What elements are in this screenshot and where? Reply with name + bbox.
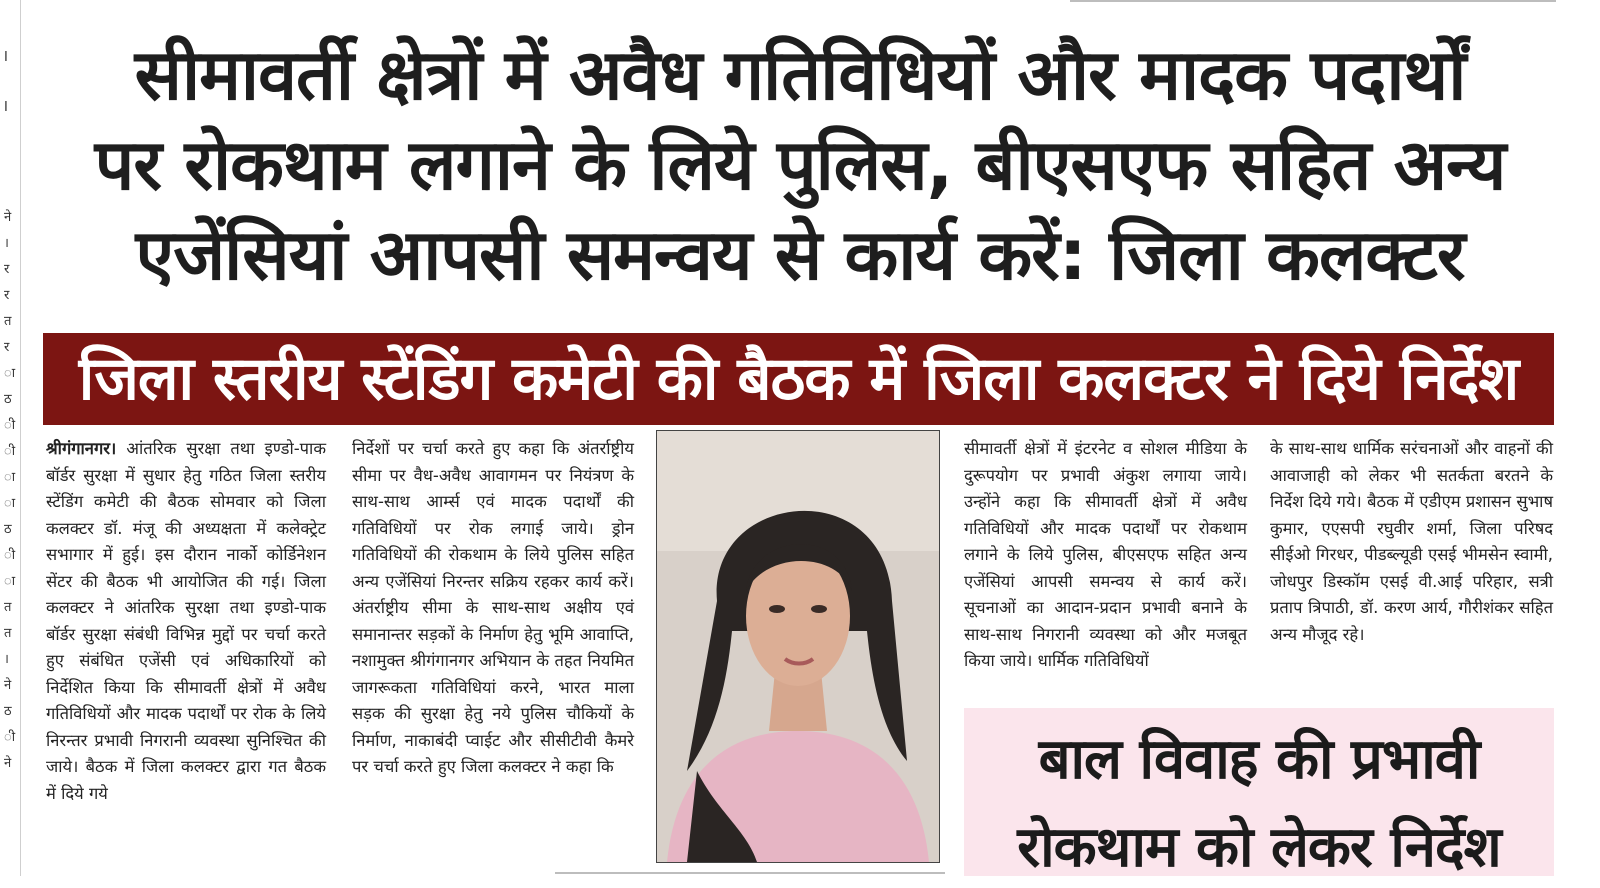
strip-glyph: ठ xyxy=(4,392,12,407)
subheadline-text: जिला स्तरीय स्टेंडिंग कमेटी की बैठक में जिला कलक्टर ने दिये निर्देश xyxy=(78,344,1519,414)
strip-glyph: ठ xyxy=(4,522,12,537)
strip-glyph: I xyxy=(4,50,8,65)
strip-glyph: ठ xyxy=(4,704,12,719)
strip-glyph: र xyxy=(4,340,10,355)
article-column-4 xyxy=(1270,436,1553,648)
article-column-1 xyxy=(46,436,326,807)
adjacent-column-strip xyxy=(0,0,21,876)
strip-glyph: ा xyxy=(4,574,16,589)
subheadline-band xyxy=(43,333,1554,425)
dateline: श्रीगंगानगर। xyxy=(46,439,117,458)
strip-glyph: ा xyxy=(4,496,16,511)
side-story-headline-1: बाल विवाह की प्रभावी xyxy=(1038,727,1480,792)
article-column-2-text: निर्देशों पर चर्चा करते हुए कहा कि अंतर्राष्ट्रीय सीमा पर वैध-अवैध आवागमन पर नियंत्रण के साथ-साथ आर्म्स एवं मादक पदार्थों की गतिविधियों पर रोक लगाई जाये। ड्रोन गतिविधियों की रोकथाम के लिये पुलिस सहित अन्य एजेंसियां निरन्तर सक्रिय रहकर कार्य करें। अंतर्राष्ट्रीय सीमा के साथ-साथ अक्षीय एवं समानान्तर सड़कों के निर्माण हेतु भूमि आवाप्ति, नशामुक्त श्रीगंगानगर अभियान के तहत नियमित जागरूकता गतिविधियां करने, भारत माला सड़क की सुरक्षा हेतु नये पुलिस चौकियों के निर्माण, नाकाबंदी प्वाईट और सीसीटीवी कैमरे पर चर्चा करते हुए जिला कलक्टर ने कहा कि xyxy=(352,439,634,776)
strip-glyph: ी xyxy=(4,444,16,459)
collector-photo xyxy=(656,430,940,863)
strip-glyph: ा xyxy=(4,366,16,381)
article-column-3-text: सीमावर्ती क्षेत्रों में इंटरनेट व सोशल मीडिया के दुरूपयोग पर प्रभावी अंकुश लगाया जाये। उन्होंने कहा कि सीमावर्ती क्षेत्रों में अवैध गतिविधियों और मादक पदार्थों पर रोकथाम लगाने के लिये पुलिस, बीएसएफ सहित अन्य एजेंसियां आपसी समन्वय से कार्य करें। सूचनाओं का आदान-प्रदान प्रभावी बनाने के साथ-साथ निगरानी व्यवस्था को और मजबूत किया जाये। धार्मिक गतिविधियों xyxy=(964,439,1247,670)
strip-glyph: ने xyxy=(4,678,12,693)
article-column-3 xyxy=(964,436,1247,675)
top-rule xyxy=(1070,0,1556,2)
strip-glyph: र xyxy=(4,288,10,303)
strip-glyph: र xyxy=(4,262,10,277)
strip-glyph: त xyxy=(4,626,12,641)
strip-glyph: ी xyxy=(4,730,16,745)
strip-glyph: ा xyxy=(4,470,16,485)
strip-glyph: ी xyxy=(4,548,16,563)
article-column-1-text: आंतरिक सुरक्षा तथा इण्डो-पाक बॉर्डर सुरक्षा में सुधार हेतु गठित जिला स्तरीय स्टेंडिंग कमेटी की बैठक सोमवार को जिला कलक्टर डॉ. मंजू की अध्यक्षता में कलेक्ट्रेट सभागार में हुई। इस दौरान नार्को कोर्डिनेशन सेंटर की बैठक भी आयोजित की गई। जिला कलक्टर ने आंतरिक सुरक्षा तथा इण्डो-पाक बॉर्डर सुरक्षा संबंधी विभिन्न मुद्दों पर चर्चा करते हुए संबंधित एजेंसी एवं अधिकारियों को निर्देशित किया कि सीमावर्ती क्षेत्रों में अवैध गतिविधियों और मादक पदार्थों पर रोक के लिये निरन्तर प्रभावी निगरानी व्यवस्था सुनिश्चित की जाये। बैठक में जिला कलक्टर द्वारा गत बैठक में दिये गये xyxy=(46,439,326,803)
strip-glyph: त xyxy=(4,600,12,615)
main-headline xyxy=(40,30,1560,300)
strip-glyph: I xyxy=(4,100,8,115)
strip-glyph: ी xyxy=(4,418,16,433)
strip-glyph: त xyxy=(4,314,12,329)
strip-glyph: । xyxy=(4,236,9,251)
headline-line-3: एजेंसियां आपसी समन्वय से कार्य करें: जिला कलक्टर xyxy=(135,214,1465,296)
strip-glyph: ने xyxy=(4,210,12,225)
strip-glyph: । xyxy=(4,652,9,667)
strip-glyph: ने xyxy=(4,756,12,771)
article-column-2 xyxy=(352,436,634,781)
side-story-box xyxy=(964,708,1554,880)
article-column-4-text: के साथ-साथ धार्मिक सरंचनाओं और वाहनों की आवाजाही को लेकर भी सतर्कता बरतने के निर्देश दिये गये। बैठक में एडीएम प्रशासन सुभाष कुमार, एएसपी रघुवीर शर्मा, जिला परिषद सीईओ गिरधर, पीडब्ल्यूडी एसई भीमसेन स्वामी, जोधपुर डिस्कॉम एसई वी.आई परिहार, सत्री प्रताप त्रिपाठी, डॉ. करण आर्य, गौरीशंकर सहित अन्य मौजूद रहे। xyxy=(1270,439,1553,644)
headline-line-1: सीमावर्ती क्षेत्रों में अवैध गतिविधियों और मादक पदार्थों xyxy=(134,34,1466,116)
headline-line-2: पर रोकथाम लगाने के लिये पुलिस, बीएसएफ सहित अन्य xyxy=(94,124,1506,206)
bottom-rule xyxy=(555,872,945,874)
side-story-headline-2: रोकथाम को लेकर निर्देश xyxy=(1017,815,1501,880)
